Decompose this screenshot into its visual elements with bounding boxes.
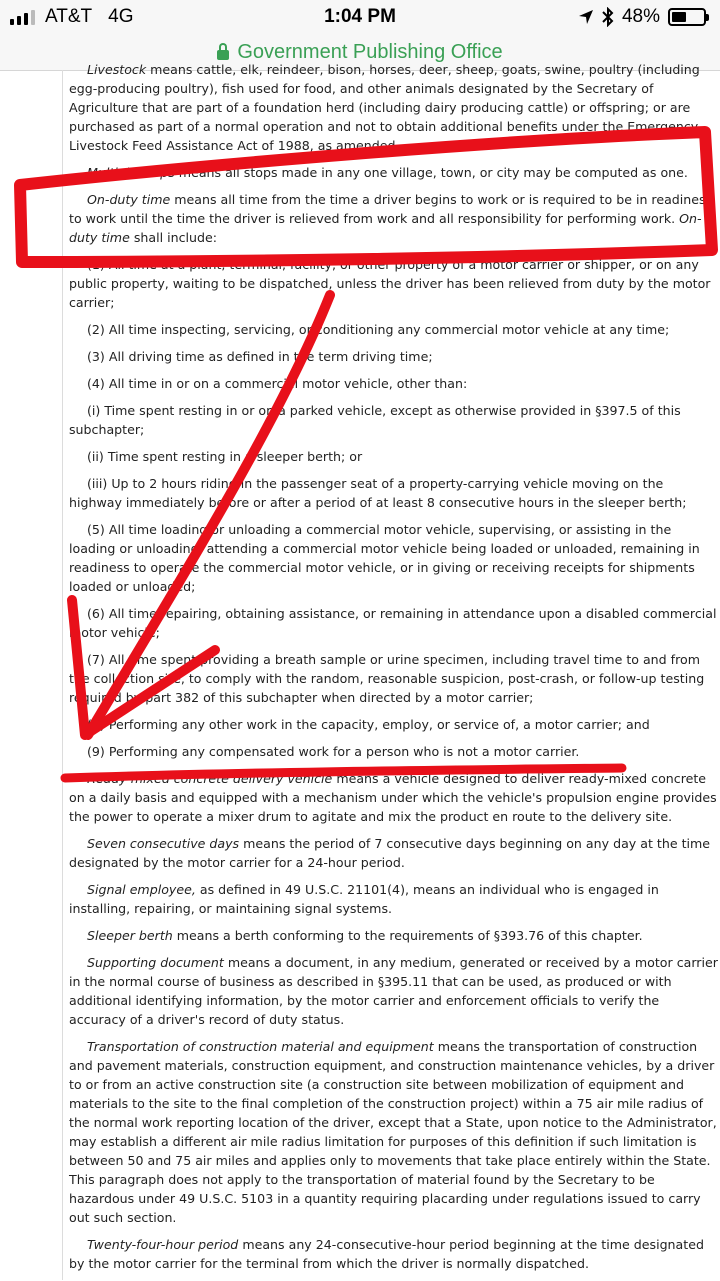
definition-text: means cattle, elk, reindeer, bison, horses, deer, sheep, goats, swine, poultry (including egg-producing poultry), fish used for food, and other animals designated by the Secretary of Agriculture that are part of a foundation herd (including dairy producing cattle) or offspring; or are purchased as part of a normal operation and not to obtain additional benefits under the Emergency Livestock Feed Assistance Act of 1988, as amended. — [69, 62, 700, 153]
definition-text: shall include: — [129, 230, 217, 245]
definition-term: Livestock — [87, 62, 147, 77]
definition-livestock — [69, 60, 719, 155]
definition-term: Twenty-four-hour period — [87, 1237, 239, 1252]
definition-term: Ready-mixed concrete delivery vehicle — [87, 771, 333, 786]
definition-multiple-stops — [69, 163, 719, 182]
definition-ready-mixed — [69, 769, 719, 826]
status-time: 1:04 PM — [324, 6, 396, 27]
definition-seven-days — [69, 834, 719, 872]
on-duty-item-4-i: (i) Time spent resting in or on a parked vehicle, except as otherwise provided in §397.5 of this subchapter; — [69, 403, 681, 437]
lock-icon — [217, 50, 229, 60]
carrier-name: AT&T — [45, 6, 93, 27]
definition-supporting-document — [69, 953, 719, 1029]
definition-sleeper-berth — [69, 926, 719, 945]
bluetooth-icon — [602, 7, 614, 27]
definition-term: Multiple stops — [87, 165, 175, 180]
definition-text: means the period of 7 consecutive days beginning on any day at the time designated by the motor carrier for a 24-hour period. — [69, 836, 711, 870]
on-duty-item-9: (9) Performing any compensated work for a person who is not a motor carrier. — [87, 744, 580, 759]
definition-term: Supporting document — [87, 955, 224, 970]
definition-text: means all stops made in any one village, town, or city may be computed as one. — [174, 165, 688, 180]
battery-percent: 48% — [621, 6, 660, 27]
on-duty-item-1: (1) All time at a plant, terminal, facility, or other property of a motor carrier or shipper, or on any public property, waiting to be dispatched, unless the driver has been relieved from duty by the motor carrier; — [69, 257, 711, 310]
definition-term: Seven consecutive days — [87, 836, 240, 851]
on-duty-item-7: (7) All time spent providing a breath sample or urine specimen, including travel time to and from the collection site, to comply with the random, reasonable suspicion, post-crash, or follow-up testing required by part 382 of this subchapter when directed by a motor carrier; — [69, 652, 705, 705]
definition-term: Transportation of construction material and equipment — [87, 1039, 434, 1054]
status-bar — [0, 0, 720, 36]
on-duty-item-2: (2) All time inspecting, servicing, or conditioning any commercial motor vehicle at any time; — [87, 322, 670, 337]
definition-text: means all time from the time a driver begins to work or is required to be in readiness to work until the time the driver is relieved from work and all responsibility for performing work. — [69, 192, 713, 226]
on-duty-item-5: (5) All time loading or unloading a commercial motor vehicle, supervising, or assisting in the loading or unloading, attending a commercial motor vehicle being loaded or unloaded, remaining in readiness to operate the commercial motor vehicle, or in giving or receiving receipts for shipments loaded or unloaded; — [69, 522, 700, 594]
status-right — [578, 6, 706, 28]
definition-text: means a berth conforming to the requirements of §393.76 of this chapter. — [172, 928, 643, 943]
definition-term: On-duty time — [69, 211, 702, 245]
definition-construction-transport — [69, 1037, 719, 1227]
definition-term: Signal employee, — [87, 882, 196, 897]
definition-twenty-four-hour — [69, 1235, 719, 1273]
on-duty-item-4-iii: (iii) Up to 2 hours riding in the passenger seat of a property-carrying vehicle moving on the highway immediately before or after a period of at least 8 consecutive hours in the sleeper berth; — [69, 476, 687, 510]
definition-text: as defined in 49 U.S.C. 21101(4), means an individual who is engaged in installing, repairing, or maintaining signal systems. — [69, 882, 659, 916]
definition-term: On-duty time — [87, 192, 171, 207]
page-left-rule — [62, 70, 63, 1280]
definition-on-duty-time — [69, 190, 719, 247]
on-duty-item-3: (3) All driving time as defined in the term driving time; — [87, 349, 433, 364]
definition-text: means a vehicle designed to deliver ready-mixed concrete on a daily basis and equipped with a mechanism under which the vehicle's propulsion engine provides the power to operate a mixer drum to agitate and mix the product en route to the delivery site. — [69, 771, 717, 824]
definition-text: means the transportation of construction and pavement materials, construction equipment, and construction maintenance vehicles, by a driver to or from an active construction site (a construction site between mobilization of equipment and materials to the site to the final completion of the construction project) within a 75 air mile radius of the normal work reporting location of the driver, except that a State, upon notice to the Administrator, may establish a different air mile radius limitation for purposes of this definition if such limitation is between 50 and 75 air miles and applies only to movements that take place entirely within the State. This paragraph does not apply to the transportation of material found by the Secretary to be hazardous under 49 U.S.C. 5103 in a quantity requiring placarding under regulations issued to carry out such section. — [69, 1039, 717, 1225]
location-arrow-icon — [578, 9, 594, 25]
regulation-text — [69, 60, 719, 1281]
site-name: Government Publishing Office — [237, 40, 503, 63]
on-duty-item-6: (6) All time repairing, obtaining assistance, or remaining in attendance upon a disabled commercial motor vehicle; — [69, 606, 717, 640]
network-type: 4G — [108, 6, 134, 27]
definition-term: Sleeper berth — [87, 928, 173, 943]
definition-signal-employee — [69, 880, 719, 918]
battery-icon — [668, 8, 706, 26]
on-duty-item-4-ii: (ii) Time spent resting in a sleeper berth; or — [87, 449, 363, 464]
definition-text: means a document, in any medium, generated or received by a motor carrier in the normal course of business as described in §395.11 that can be used, as produced or with additional identifying information, by the motor carrier and enforcement officials to verify the accuracy of a driver's record of duty status. — [69, 955, 718, 1027]
on-duty-item-8: (8) Performing any other work in the capacity, employ, or service of, a motor carrier; and — [87, 717, 650, 732]
battery-fill — [672, 12, 686, 22]
on-duty-item-4: (4) All time in or on a commercial motor vehicle, other than: — [87, 376, 468, 391]
definition-text: means any 24-consecutive-hour period beginning at the time designated by the motor carrier for the terminal from which the driver is normally dispatched. — [69, 1237, 704, 1271]
